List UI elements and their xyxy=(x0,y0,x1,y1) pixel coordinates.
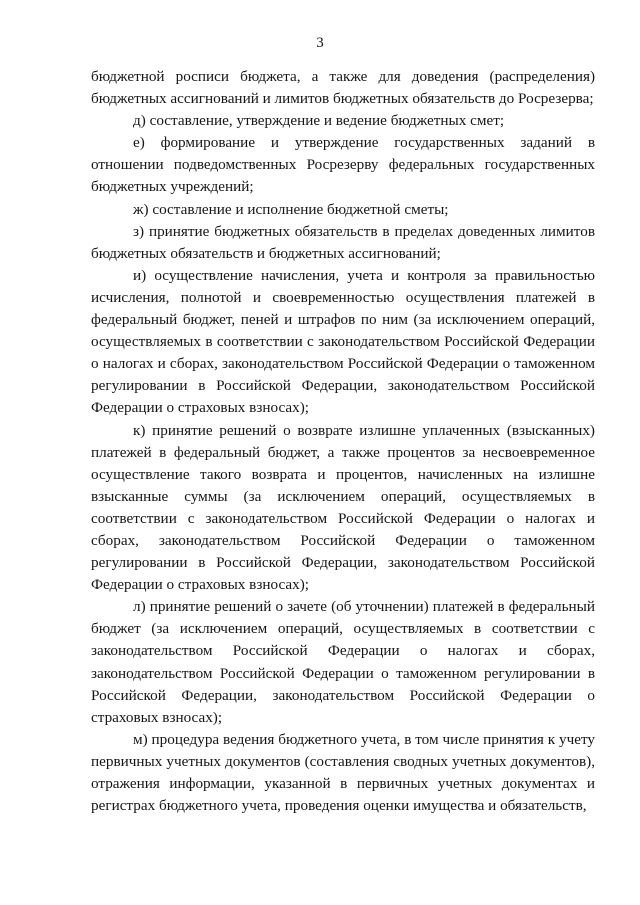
paragraph-continuation: бюджетной росписи бюджета, а также для доведения (распределения) бюджетных ассигнований и лимитов бюджетных обязательств до Росрезерва; xyxy=(91,68,595,108)
page-number: 3 xyxy=(316,35,324,51)
paragraph-item-k: к) принятие решений о возврате излишне уплаченных (взысканных) платежей в федеральный бюджет, а также процентов за несвоевременное осуществление такого возврата и процентов, начисленных на излишне взысканные суммы (за исключением операций, осуществляемых в соответствии с законодательством Российской Федерации о налогах и сборах, законодательством Российской Федерации о таможенном регулировании в Российской Федерации, законодательством Российской Федерации о страховых взносах); xyxy=(91,421,595,594)
paragraph-item-i: и) осуществление начисления, учета и контроля за правильностью исчисления, полнотой и своевременностью осуществления платежей в федеральный бюджет, пеней и штрафов по ним (за исключением операций, осуществляемых в соответствии с законодательством Российской Федерации о налогах и сборах, законодательством Российской Федерации о таможенном регулировании в Российской Федерации, законодательством Российской Федерации о страховых взносах); xyxy=(91,266,595,417)
paragraph-item-zh: ж) составление и исполнение бюджетной сметы; xyxy=(133,200,449,218)
paragraph-item-e: е) формирование и утверждение государственных заданий в отношении подведомственных Росрезерву федеральных государственных бюджетных учреждений; xyxy=(91,134,595,196)
paragraph-item-m: м) процедура ведения бюджетного учета, в том числе принятия к учету первичных учетных документов (составления сводных учетных документов), отражения информации, указанной в первичных учетных документах и регистрах бюджетного учета, проведения оценки имущества и обязательств, xyxy=(91,730,595,815)
paragraph-item-d: д) составление, утверждение и ведение бюджетных смет; xyxy=(133,112,505,130)
document-body xyxy=(91,66,595,817)
paragraph-item-z: з) принятие бюджетных обязательств в пределах доведенных лимитов бюджетных обязательств и бюджетных ассигнований; xyxy=(91,222,595,262)
paragraph-item-l: л) принятие решений о зачете (об уточнении) платежей в федеральный бюджет (за исключением операций, осуществляемых в соответствии с законодательством Российской Федерации о налогах и сборах, законодательством Российской Федерации о таможенном регулировании в Российской Федерации, законодательством Российской Федерации о страховых взносах); xyxy=(91,598,595,726)
